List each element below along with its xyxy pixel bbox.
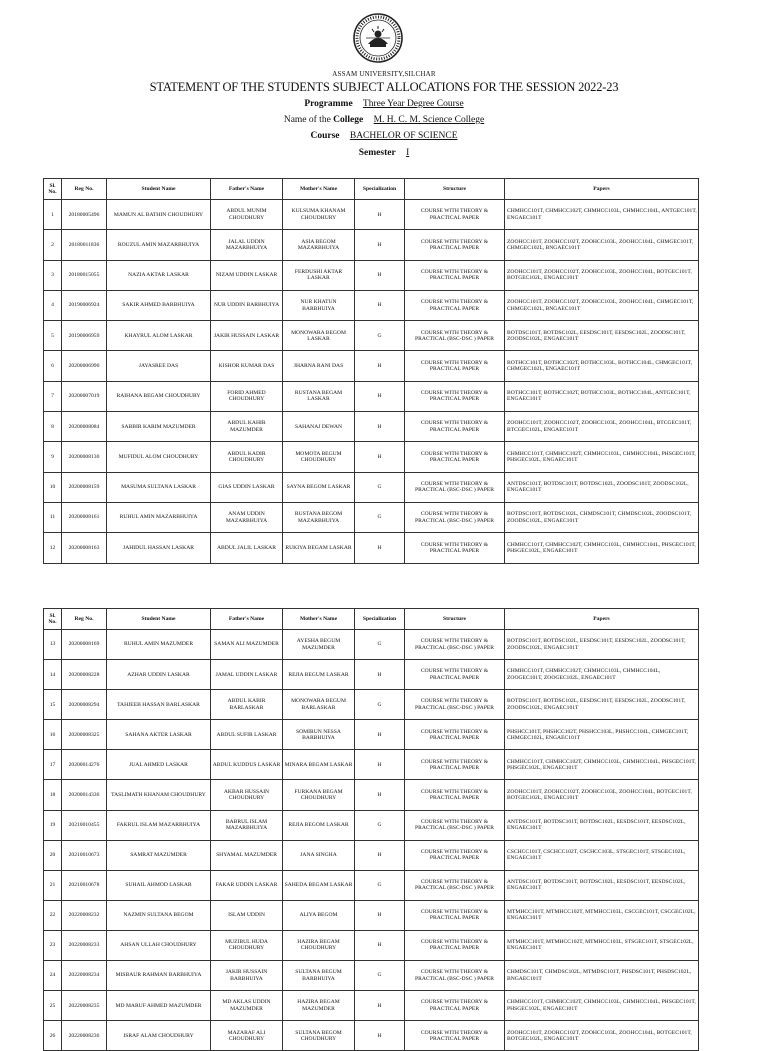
student-name-cell: MASUMA SULTANA LASKAR — [107, 472, 211, 502]
mothers-name-cell: MONOWARA BEGUM BARLASKAR — [283, 690, 355, 720]
mothers-name-cell: RUSTANA BEGAM LASKAR — [283, 381, 355, 411]
papers-cell: BOTDSC101T, BOTDSC102L, EESDSC101T, EESDSC102L, ZOODSC101T, ZOODSC102L, ENGAEC101T — [505, 630, 699, 660]
specialization-cell: G — [355, 870, 405, 900]
papers-cell: ZOOHCC101T, ZOOHCC102T, ZOOHCC103L, ZOOHCC104L, BOTGEC101T, BOTGEC102L, ENGAEC101T — [505, 260, 699, 290]
fathers-name-cell: NIZAM UDDIN LASKAR — [211, 260, 283, 290]
papers-cell: CHMHCC101T, CHMHCC102T, CHMHCC103L, CHMHCC104L, PHSGEC101T, PHSGEC102L, ENGAEC101T — [505, 442, 699, 472]
papers-cell: ZOOHCC101T, ZOOHCC102T, ZOOHCC103L, ZOOHCC104L, BOTGEC101T, BOTGEC102L, ENGAEC101T — [505, 1021, 699, 1051]
papers-cell: BOTHCC101T, BOTHCC102T, BOTHCC103L, BOTHCC104L, ANTGEC101T, ENGAEC101T — [505, 381, 699, 411]
structure-cell: COURSE WITH THEORY & PRACTICAL PAPER — [405, 381, 505, 411]
table-row — [44, 930, 699, 960]
fathers-name-cell: ABDUL SUFIR LASKAR — [211, 720, 283, 750]
sl-no-cell: 1 — [44, 200, 62, 230]
specialization-cell: H — [355, 412, 405, 442]
mothers-name-cell: MONOWARA BEGOM LASKAR — [283, 321, 355, 351]
course-value: BACHELOR OF SCIENCE — [349, 131, 458, 141]
fathers-name-cell: FORID AHMED CHOUDHURY — [211, 381, 283, 411]
mothers-name-cell: ALIYA BEGOM — [283, 900, 355, 930]
student-name-cell: FAKRUL ISLAM MAZARBHUIYA — [107, 810, 211, 840]
sl-no-cell: 11 — [44, 502, 62, 532]
student-name-cell: RUHUL AMIN MAZUMDER — [107, 630, 211, 660]
sl-no-cell: 4 — [44, 290, 62, 320]
sl-no-cell: 26 — [44, 1021, 62, 1051]
fathers-name-cell: ABDUL KUDDUS LASKAR — [211, 750, 283, 780]
sl-no-cell: 25 — [44, 991, 62, 1021]
sl-no-cell: 13 — [44, 630, 62, 660]
reg-no-cell: 20200007019 — [62, 381, 107, 411]
specialization-cell: G — [355, 321, 405, 351]
student-name-cell: SAMRAT MAZUMDER — [107, 840, 211, 870]
specialization-cell: G — [355, 630, 405, 660]
reg-no-cell: 20200008325 — [62, 720, 107, 750]
table-row — [44, 870, 699, 900]
sl-no-cell: 20 — [44, 840, 62, 870]
student-name-cell: JAYASREE DAS — [107, 351, 211, 381]
reg-no-cell: 20200008130 — [62, 442, 107, 472]
course-line — [0, 131, 768, 141]
sl-no-cell: 23 — [44, 930, 62, 960]
papers-header: Papers — [505, 609, 699, 630]
college-label: College — [333, 115, 364, 125]
reg-no-cell: 20200008084 — [62, 412, 107, 442]
papers-cell: CSCHCC101T, CSCHCC102T, CSCHCC103L, STSGEC101T, STSGEC102L, ENGAEC101T — [505, 840, 699, 870]
mothers-name-cell: MOMOTA BEGUM CHOUDHURY — [283, 442, 355, 472]
reg-no-cell: 20200014336 — [62, 780, 107, 810]
mothers-name-cell: KULSUMA KHANAM CHOUDHURY — [283, 200, 355, 230]
structure-cell: COURSE WITH THEORY & PRACTICAL PAPER — [405, 750, 505, 780]
papers-cell: ZOOHCC101T, ZOOHCC102T, ZOOHCC103L, ZOOHCC104L, CHMGEC101T, CHMGEC102L, BNGAEC101T — [505, 230, 699, 260]
sl-no-cell: 16 — [44, 720, 62, 750]
reg-no-cell: 20180011836 — [62, 230, 107, 260]
specialization-cell: H — [355, 900, 405, 930]
table-row — [44, 630, 699, 660]
student-name-cell: SAHANA AKTER LASKAR — [107, 720, 211, 750]
programme-value: Three Year Degree Course — [362, 99, 464, 109]
structure-cell: COURSE WITH THEORY & PRACTICAL (BSC-DSC ) PAPER — [405, 502, 505, 532]
reg-no-cell: 20180015055 — [62, 260, 107, 290]
fathers-name-cell: NUR UDDIN BARBHUIYA — [211, 290, 283, 320]
papers-cell: ZOOHCC101T, ZOOHCC102T, ZOOHCC103L, ZOOHCC104L, BTCGEC101T, BTCGEC102L, ENGAEC101T — [505, 412, 699, 442]
fathers-name-cell: ISLAM UDDIN — [211, 900, 283, 930]
mothers-name-cell: NUR KHATUN BARBHUIYA — [283, 290, 355, 320]
semester-label: Semester — [358, 148, 396, 158]
papers-cell: ZOOHCC101T, ZOOHCC102T, ZOOHCC103L, ZOOHCC104L, BOTGEC101T, BOTGEC102L, ENGAEC101T — [505, 780, 699, 810]
reg-no-cell: 20220008236 — [62, 1021, 107, 1051]
structure-cell: COURSE WITH THEORY & PRACTICAL (BSC-DSC ) PAPER — [405, 870, 505, 900]
fathers-name-cell: ABDUL MUNIM CHOUDHURY — [211, 200, 283, 230]
structure-cell: COURSE WITH THEORY & PRACTICAL (BSC-DSC ) PAPER — [405, 961, 505, 991]
sl-no-header: Sl. No. — [44, 179, 62, 200]
specialization-cell: H — [355, 840, 405, 870]
papers-cell: BOTHCC101T, BOTHCC102T, BOTHCC103L, BOTHCC104L, CHMGEC101T, CHMGEC102L, ENGAEC101T — [505, 351, 699, 381]
reg-no-cell: 20210010455 — [62, 810, 107, 840]
student-name-cell: JAHIDUL HASSAN LASKAR — [107, 533, 211, 563]
specialization-cell: H — [355, 780, 405, 810]
specialization-cell: H — [355, 290, 405, 320]
reg-no-cell: 20220008232 — [62, 900, 107, 930]
student-name-cell: TASLIMATH KHANAM CHOUDHURY — [107, 780, 211, 810]
reg-no-cell: 20210010673 — [62, 840, 107, 870]
specialization-cell: G — [355, 961, 405, 991]
fathers-name-cell: ANAM UDDIN MAZARBHUIYA — [211, 502, 283, 532]
allocation-table-2 — [43, 608, 699, 1051]
student-name-cell: AZHAR UDDIN LASKAR — [107, 660, 211, 690]
sl-no-cell: 14 — [44, 660, 62, 690]
student-name-cell: MAMUN AL BATHIN CHOUDHURY — [107, 200, 211, 230]
sl-no-cell: 18 — [44, 780, 62, 810]
student-name-cell: MUFIDUL ALOM CHOUDHURY — [107, 442, 211, 472]
table-row — [44, 991, 699, 1021]
reg-no-cell: 20220008234 — [62, 961, 107, 991]
sl-no-cell: 24 — [44, 961, 62, 991]
student-name-cell: ROUZUL AMIN MAZARBHUIYA — [107, 230, 211, 260]
mothers-name-cell: JANA SINGHA — [283, 840, 355, 870]
table-row — [44, 533, 699, 563]
table-row — [44, 1021, 699, 1051]
sl-no-cell: 19 — [44, 810, 62, 840]
reg-no-cell: 20200008228 — [62, 660, 107, 690]
fathers-name-cell: SHYAMAL MAZUMDER — [211, 840, 283, 870]
structure-cell: COURSE WITH THEORY & PRACTICAL PAPER — [405, 412, 505, 442]
fathers-name-header: Father's Name — [211, 609, 283, 630]
document-title: STATEMENT OF THE STUDENTS SUBJECT ALLOCATIONS FOR THE SESSION 2022-23 — [149, 80, 619, 94]
sl-no-cell: 10 — [44, 472, 62, 502]
mothers-name-cell: RUKIYA BEGAM LASKAR — [283, 533, 355, 563]
structure-cell: COURSE WITH THEORY & PRACTICAL PAPER — [405, 260, 505, 290]
fathers-name-cell: ABDUL KABIR BARLASKAR — [211, 690, 283, 720]
student-name-cell: ISRAF ALAM CHOUDHURY — [107, 1021, 211, 1051]
mothers-name-header: Mother's Name — [283, 609, 355, 630]
structure-cell: COURSE WITH THEORY & PRACTICAL (BSC-DSC ) PAPER — [405, 690, 505, 720]
mothers-name-header: Mother's Name — [283, 179, 355, 200]
structure-cell: COURSE WITH THEORY & PRACTICAL PAPER — [405, 930, 505, 960]
mothers-name-cell: SULTANA BEGOM CHOUDHURY — [283, 1021, 355, 1051]
student-name-cell: MD MARUF AHMED MAZUMDER — [107, 991, 211, 1021]
sl-no-cell: 9 — [44, 442, 62, 472]
mothers-name-cell: FURKANA BEGAM CHOUDHURY — [283, 780, 355, 810]
structure-cell: COURSE WITH THEORY & PRACTICAL (BSC-DSC ) PAPER — [405, 810, 505, 840]
mothers-name-cell: JHARNA RANI DAS — [283, 351, 355, 381]
student-name-header: Student Name — [107, 179, 211, 200]
sl-no-cell: 8 — [44, 412, 62, 442]
sl-no-cell: 15 — [44, 690, 62, 720]
reg-no-cell: 20220008235 — [62, 991, 107, 1021]
fathers-name-cell: JAKIR HUSSAIN LASKAR — [211, 321, 283, 351]
semester-line — [0, 148, 768, 158]
structure-cell: COURSE WITH THEORY & PRACTICAL (BSC-DSC ) PAPER — [405, 630, 505, 660]
papers-cell: MTMHCC101T, MTMHCC102T, MTMHCC103L, STSGEC101T, STSGEC102L, ENGAEC101T — [505, 930, 699, 960]
papers-cell: ZOOHCC101T, ZOOHCC102T, ZOOHCC103L, ZOOHCC104L, CHMGEC101T, CHMGEC102L, BNGAEC101T — [505, 290, 699, 320]
table-row — [44, 780, 699, 810]
specialization-cell: H — [355, 533, 405, 563]
papers-cell: ANTDSC101T, BOTDSC101T, BOTDSC102L, ZOODSC101T, ZOODSC102L, ENGAEC101T — [505, 472, 699, 502]
sl-no-cell: 17 — [44, 750, 62, 780]
specialization-cell: H — [355, 200, 405, 230]
fathers-name-cell: ABDUL KAHIR MAZUMDER — [211, 412, 283, 442]
papers-cell: CHMHCC101T, CHMHCC102T, CHMHCC103L, CHMHCC104L, ZOOGEC101T, ZOOGEC102L, ENGAEC101T — [505, 660, 699, 690]
structure-cell: COURSE WITH THEORY & PRACTICAL PAPER — [405, 230, 505, 260]
specialization-cell: H — [355, 1021, 405, 1051]
table-row — [44, 200, 699, 230]
sl-no-cell: 6 — [44, 351, 62, 381]
reg-no-cell: 20200008161 — [62, 502, 107, 532]
student-name-cell: SAKIR AHMED BARBHUIYA — [107, 290, 211, 320]
reg-no-cell: 20200008159 — [62, 472, 107, 502]
mothers-name-cell: SULTANA BEGUM BARBHUIYA — [283, 961, 355, 991]
reg-no-cell: 20220008233 — [62, 930, 107, 960]
table-row — [44, 230, 699, 260]
fathers-name-cell: BABRUL ISLAM MAZARBHUIYA — [211, 810, 283, 840]
course-label: Course — [310, 131, 340, 141]
papers-cell: PHSHCC101T, PHSHCC102T, PHSHCC103L, PHSHCC104L, CHMGEC101T, CHMGEC102L, ENGAEC101T — [505, 720, 699, 750]
specialization-cell: H — [355, 230, 405, 260]
fathers-name-cell: FAKAR UDDIN LASKAR — [211, 870, 283, 900]
reg-no-cell: 20190006924 — [62, 290, 107, 320]
structure-cell: COURSE WITH THEORY & PRACTICAL PAPER — [405, 900, 505, 930]
student-name-cell: AHSAN ULLAH CHOUDHURY — [107, 930, 211, 960]
sl-no-cell: 7 — [44, 381, 62, 411]
structure-cell: COURSE WITH THEORY & PRACTICAL (BSC-DSC ) PAPER — [405, 321, 505, 351]
specialization-cell: H — [355, 930, 405, 960]
reg-no-header: Reg No. — [62, 609, 107, 630]
papers-cell: BOTDSC101T, BOTDSC102L, EESDSC101T, EESDSC102L, ZOODSC101T, ZOODSC102L, ENGAEC101T — [505, 690, 699, 720]
sl-no-cell: 2 — [44, 230, 62, 260]
fathers-name-cell: MD AKLAS UDDIN MAZUMDER — [211, 991, 283, 1021]
student-name-cell: NAZIA AKTAR LASKAR — [107, 260, 211, 290]
structure-cell: COURSE WITH THEORY & PRACTICAL PAPER — [405, 991, 505, 1021]
table-row — [44, 660, 699, 690]
specialization-cell: H — [355, 660, 405, 690]
structure-cell: COURSE WITH THEORY & PRACTICAL PAPER — [405, 351, 505, 381]
college-line — [0, 115, 768, 125]
specialization-cell: H — [355, 750, 405, 780]
papers-cell: ANTDSC101T, BOTDSC101T, BOTDSC102L, EESDSC101T, EESDSC102L, ENGAEC101T — [505, 810, 699, 840]
table-row — [44, 690, 699, 720]
table-row — [44, 381, 699, 411]
table-row — [44, 260, 699, 290]
student-name-cell: KHAYRUL ALOM LASKAR — [107, 321, 211, 351]
specialization-cell: G — [355, 472, 405, 502]
specialization-cell: G — [355, 502, 405, 532]
specialization-cell: H — [355, 260, 405, 290]
reg-no-cell: 20200006990 — [62, 351, 107, 381]
university-name: ASSAM UNIVERSITY,SILCHAR — [332, 70, 436, 78]
student-name-cell: JUAL AHMED LASKAR — [107, 750, 211, 780]
specialization-cell: H — [355, 442, 405, 472]
college-value: M. H. C. M. Science College — [373, 115, 485, 125]
table-row — [44, 502, 699, 532]
reg-no-cell: 20200008294 — [62, 690, 107, 720]
reg-no-cell: 20180005496 — [62, 200, 107, 230]
sl-no-cell: 3 — [44, 260, 62, 290]
student-name-cell: NAZMIN SULTANA BEGOM — [107, 900, 211, 930]
papers-cell: BOTDSC101T, BOTDSC102L, CHMDSC101T, CHMDSC102L, ZOODSC101T, ZOODSC102L, ENGAEC101T — [505, 502, 699, 532]
allocation-table-1 — [43, 178, 699, 564]
student-name-cell: MISBAUR RAHMAN BARBHUIYA — [107, 961, 211, 991]
papers-header: Papers — [505, 179, 699, 200]
fathers-name-cell: ABDUL KADIR CHOUDHURY — [211, 442, 283, 472]
table-row — [44, 351, 699, 381]
structure-cell: COURSE WITH THEORY & PRACTICAL PAPER — [405, 780, 505, 810]
table-header-row — [44, 609, 699, 630]
fathers-name-header: Father's Name — [211, 179, 283, 200]
student-name-header: Student Name — [107, 609, 211, 630]
specialization-cell: H — [355, 720, 405, 750]
reg-no-cell: 20200014276 — [62, 750, 107, 780]
fathers-name-cell: JALAL UDDIN MAZARBHUIYA — [211, 230, 283, 260]
fathers-name-cell: GIAS UDDIN LASKAR — [211, 472, 283, 502]
table-row — [44, 720, 699, 750]
papers-cell: CHMHCC101T, CHMHCC102T, CHMHCC103L, CHMHCC104L, PHSGEC101T, PHSGEC102L, ENGAEC101T — [505, 750, 699, 780]
table-row — [44, 442, 699, 472]
papers-cell: CHMHCC101T, CHMHCC102T, CHMHCC103L, CHMHCC104L, ANTGEC101T, ENGAEC101T — [505, 200, 699, 230]
structure-header: Structure — [405, 179, 505, 200]
papers-cell: CHMDSC101T, CHMDSC102L, MTMDSC101T, PHSDSC101T, PHSDSC102L, BNGAEC101T — [505, 961, 699, 991]
sl-no-header: Sl. No. — [44, 609, 62, 630]
mothers-name-cell: RUSTANA BEGOM MAZARBHUIYA — [283, 502, 355, 532]
specialization-cell: G — [355, 810, 405, 840]
fathers-name-cell: MAZARAF ALI CHOUDHURY — [211, 1021, 283, 1051]
college-prefix: Name of the — [283, 115, 331, 125]
mothers-name-cell: HAZIRA BEGAM CHOUDHURY — [283, 930, 355, 960]
fathers-name-cell: MUZIBUL HUDA CHOUDHURY — [211, 930, 283, 960]
student-name-cell: RUHUL AMIN MAZARBHUIYA — [107, 502, 211, 532]
structure-cell: COURSE WITH THEORY & PRACTICAL PAPER — [405, 1021, 505, 1051]
mothers-name-cell: AYESHA BEGUM MAZUMDER — [283, 630, 355, 660]
mothers-name-cell: REJIA BEGOM LASKAR — [283, 810, 355, 840]
fathers-name-cell: KISHOR KUMAR DAS — [211, 351, 283, 381]
table-row — [44, 750, 699, 780]
structure-cell: COURSE WITH THEORY & PRACTICAL (BSC-DSC ) PAPER — [405, 472, 505, 502]
reg-no-cell: 20210010678 — [62, 870, 107, 900]
mothers-name-cell: ASIA BEGOM MAZARBHUIYA — [283, 230, 355, 260]
structure-cell: COURSE WITH THEORY & PRACTICAL PAPER — [405, 720, 505, 750]
fathers-name-cell: ABDUL JALIL LASKAR — [211, 533, 283, 563]
papers-cell: MTMHCC101T, MTMHCC102T, MTMHCC103L, CSCGEC101T, CSCGEC102L, ENGAEC101T — [505, 900, 699, 930]
reg-no-cell: 20200008163 — [62, 533, 107, 563]
mothers-name-cell: MINARA BEGAM LASKAR — [283, 750, 355, 780]
structure-cell: COURSE WITH THEORY & PRACTICAL PAPER — [405, 660, 505, 690]
structure-cell: COURSE WITH THEORY & PRACTICAL PAPER — [405, 290, 505, 320]
programme-line — [0, 99, 768, 109]
mothers-name-cell: FERDUSHI AKTAR LASKAR — [283, 260, 355, 290]
table-row — [44, 961, 699, 991]
fathers-name-cell: JAMAL UDDIN LASKAR — [211, 660, 283, 690]
mothers-name-cell: REJIA BEGUM LASKAR — [283, 660, 355, 690]
semester-value: I — [406, 148, 410, 158]
table-row — [44, 412, 699, 442]
papers-cell: CHMHCC101T, CHMHCC102T, CHMHCC103L, CHMHCC104L, PHSGEC101T, PHSGEC102L, ENGAEC101T — [505, 991, 699, 1021]
student-name-cell: SUHAIL AHMOD LASKAR — [107, 870, 211, 900]
student-name-cell: SABBIR KARIM MAZUMDER — [107, 412, 211, 442]
specialization-header: Specialization — [355, 609, 405, 630]
structure-cell: COURSE WITH THEORY & PRACTICAL PAPER — [405, 840, 505, 870]
mothers-name-cell: HAZIRA BEGAM MAZUMDER — [283, 991, 355, 1021]
mothers-name-cell: SAYNA BEGOM LASKAR — [283, 472, 355, 502]
fathers-name-cell: JAKIR HUSSAIN BARBHUIYA — [211, 961, 283, 991]
structure-cell: COURSE WITH THEORY & PRACTICAL PAPER — [405, 533, 505, 563]
reg-no-header: Reg No. — [62, 179, 107, 200]
mothers-name-cell: SAHANAJ DEWAN — [283, 412, 355, 442]
university-seal-icon — [352, 12, 404, 64]
specialization-header: Specialization — [355, 179, 405, 200]
student-name-cell: RAIHANA BEGAM CHOUDHURY — [107, 381, 211, 411]
structure-header: Structure — [405, 609, 505, 630]
table-row — [44, 840, 699, 870]
table-row — [44, 290, 699, 320]
sl-no-cell: 5 — [44, 321, 62, 351]
student-name-cell: TAHJEEB HASSAN BARLASKAR — [107, 690, 211, 720]
specialization-cell: G — [355, 690, 405, 720]
fathers-name-cell: AKBAR HUSSAIN CHOUDHURY — [211, 780, 283, 810]
structure-cell: COURSE WITH THEORY & PRACTICAL PAPER — [405, 200, 505, 230]
sl-no-cell: 21 — [44, 870, 62, 900]
specialization-cell: H — [355, 991, 405, 1021]
sl-no-cell: 22 — [44, 900, 62, 930]
table-row — [44, 810, 699, 840]
table-row — [44, 321, 699, 351]
structure-cell: COURSE WITH THEORY & PRACTICAL PAPER — [405, 442, 505, 472]
specialization-cell: H — [355, 381, 405, 411]
table-header-row — [44, 179, 699, 200]
papers-cell: BOTDSC101T, BOTDSC102L, EESDSC101T, EESDSC102L, ZOODSC101T, ZOODSC102L, ENGAEC101T — [505, 321, 699, 351]
sl-no-cell: 12 — [44, 533, 62, 563]
reg-no-cell: 20200008169 — [62, 630, 107, 660]
reg-no-cell: 20190006959 — [62, 321, 107, 351]
fathers-name-cell: SAMAN ALI MAZUMDER — [211, 630, 283, 660]
mothers-name-cell: SAHEDA BEGAM LASKAR — [283, 870, 355, 900]
specialization-cell: H — [355, 351, 405, 381]
table-row — [44, 900, 699, 930]
papers-cell: ANTDSC101T, BOTDSC101T, BOTDSC102L, EESDSC101T, EESDSC102L, ENGAEC101T — [505, 870, 699, 900]
table-row — [44, 472, 699, 502]
mothers-name-cell: SOMIRUN NESSA BARBHUIYA — [283, 720, 355, 750]
papers-cell: CHMHCC101T, CHMHCC102T, CHMHCC103L, CHMHCC104L, PHSGEC101T, PHSGEC102L, ENGAEC101T — [505, 533, 699, 563]
programme-label: Programme — [304, 99, 353, 109]
